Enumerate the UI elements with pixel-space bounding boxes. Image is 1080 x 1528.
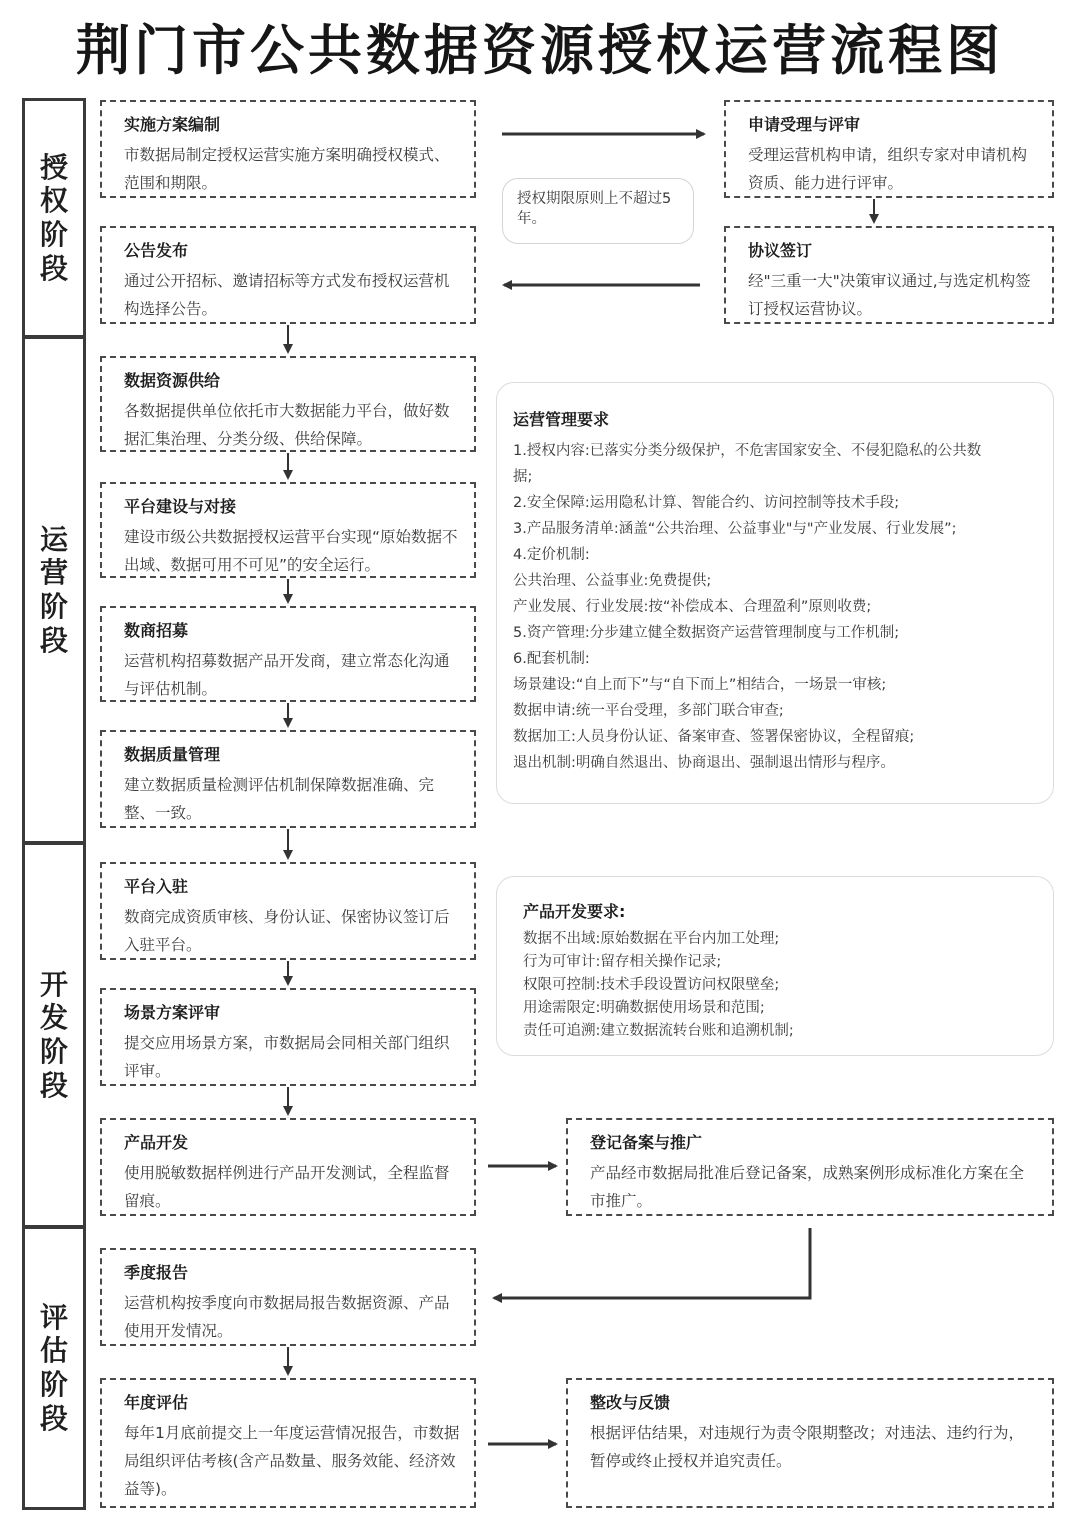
stage-label: 开发阶段 xyxy=(39,967,68,1102)
step-title: 申请受理与评审 xyxy=(748,115,861,134)
arrow-return xyxy=(494,1228,810,1298)
step-text: 根据评估结果，对违规行为责令限期整改；对违法、违约行为，暂停或终止授权并追究责任。 xyxy=(590,1424,1025,1470)
step-text: 建立数据质量检测评估机制保障数据准确、完整、一致。 xyxy=(124,776,435,822)
step-text: 建设市级公共数据授权运营平台实现“原始数据不出域、数据可用不可见”的安全运行。 xyxy=(124,528,458,574)
requirement-line: 场景建设:“自上而下”与“自下而上”相结合，一场景一审核; xyxy=(513,677,887,693)
step-text: 提交应用场景方案，市数据局会同相关部门组织评审。 xyxy=(124,1034,450,1080)
step-title: 平台建设与对接 xyxy=(124,497,237,516)
step-title: 数商招募 xyxy=(124,621,189,640)
step-title: 季度报告 xyxy=(124,1263,189,1282)
step-text: 经"三重一大"决策审议通过,与选定机构签订授权运营协议。 xyxy=(748,272,1031,318)
step-title: 实施方案编制 xyxy=(124,115,221,134)
step-text: 受理运营机构申请，组织专家对申请机构资质、能力进行评审。 xyxy=(748,146,1028,192)
requirement-line: 数据不出域:原始数据在平台内加工处理; xyxy=(523,931,780,947)
requirement-line: 2.安全保障:运用隐私计算、智能合约、访问控制等技术手段; xyxy=(513,495,900,511)
step-title: 平台入驻 xyxy=(124,877,189,896)
requirement-line: 责任可追溯:建立数据流转台账和追溯机制; xyxy=(523,1023,794,1039)
step-text: 通过公开招标、邀请招标等方式发布授权运营机构选择公告。 xyxy=(124,272,450,318)
requirement-line: 3.产品服务清单:涵盖“公共治理、公益事业"与"产业发展、行业发展”; xyxy=(513,521,957,537)
step-title: 协议签订 xyxy=(748,241,813,260)
panel-title: 产品开发要求: xyxy=(523,902,626,921)
step-text: 运营机构按季度向市数据局报告数据资源、产品使用开发情况。 xyxy=(124,1294,450,1340)
step-text: 市数据局制定授权运营实施方案明确授权模式、范围和期限。 xyxy=(124,146,450,192)
requirement-line: 据; xyxy=(513,469,533,485)
step-title: 场景方案评审 xyxy=(124,1003,221,1022)
requirement-line: 用途需限定:明确数据使用场景和范围; xyxy=(523,1000,765,1016)
step-text: 运营机构招募数据产品开发商，建立常态化沟通与评估机制。 xyxy=(124,652,450,698)
step-title: 登记备案与推广 xyxy=(590,1133,703,1152)
step-title: 产品开发 xyxy=(124,1133,189,1152)
step-text: 各数据提供单位依托市大数据能力平台，做好数据汇集治理、分类分级、供给保障。 xyxy=(124,402,450,448)
requirement-line: 数据申请:统一平台受理，多部门联合审查; xyxy=(513,703,784,719)
stage-label: 运营阶段 xyxy=(39,522,68,657)
requirement-line: 公共治理、公益事业:免费提供; xyxy=(513,573,712,589)
stage-label: 授权阶段 xyxy=(39,150,68,285)
requirement-line: 产业发展、行业发展:按“补偿成本、合理盈利”原则收费; xyxy=(513,599,872,615)
requirement-line: 数据加工:人员身份认证、备案审查、签署保密协议，全程留痕; xyxy=(513,729,915,745)
step-text: 使用脱敏数据样例进行产品开发测试，全程监督留痕。 xyxy=(124,1164,450,1210)
step-title: 年度评估 xyxy=(124,1393,189,1412)
requirement-line: 退出机制:明确自然退出、协商退出、强制退出情形与程序。 xyxy=(513,755,895,771)
term-limit-note: 授权期限原则上不超过5年。 xyxy=(502,178,694,244)
requirement-line: 行为可审计:留存相关操作记录; xyxy=(523,954,722,970)
step-text: 数商完成资质审核、身份认证、保密协议签订后入驻平台。 xyxy=(124,908,450,954)
requirement-line: 权限可控制:技术手段设置访问权限壁垒; xyxy=(523,977,780,993)
requirement-line: 5.资产管理:分步建立健全数据资产运营管理制度与工作机制; xyxy=(513,625,900,641)
step-title: 整改与反馈 xyxy=(590,1393,671,1412)
requirement-line: 1.授权内容:已落实分类分级保护，不危害国家安全、不侵犯隐私的公共数 xyxy=(513,443,982,459)
step-text: 产品经市数据局批准后登记备案，成熟案例形成标准化方案在全市推广。 xyxy=(590,1164,1025,1210)
page-title: 荆门市公共数据资源授权运营流程图 xyxy=(76,19,1004,82)
stage-label: 评估阶段 xyxy=(39,1300,68,1435)
requirement-line: 6.配套机制: xyxy=(513,651,590,667)
requirement-line: 4.定价机制: xyxy=(513,547,590,563)
panel-title: 运营管理要求 xyxy=(513,410,610,429)
step-title: 数据资源供给 xyxy=(124,371,221,390)
step-title: 数据质量管理 xyxy=(124,745,221,764)
step-title: 公告发布 xyxy=(124,241,189,260)
step-text: 每年1月底前提交上一年度运营情况报告，市数据局组织评估考核(含产品数量、服务效能、经济效益等)。 xyxy=(124,1424,460,1498)
